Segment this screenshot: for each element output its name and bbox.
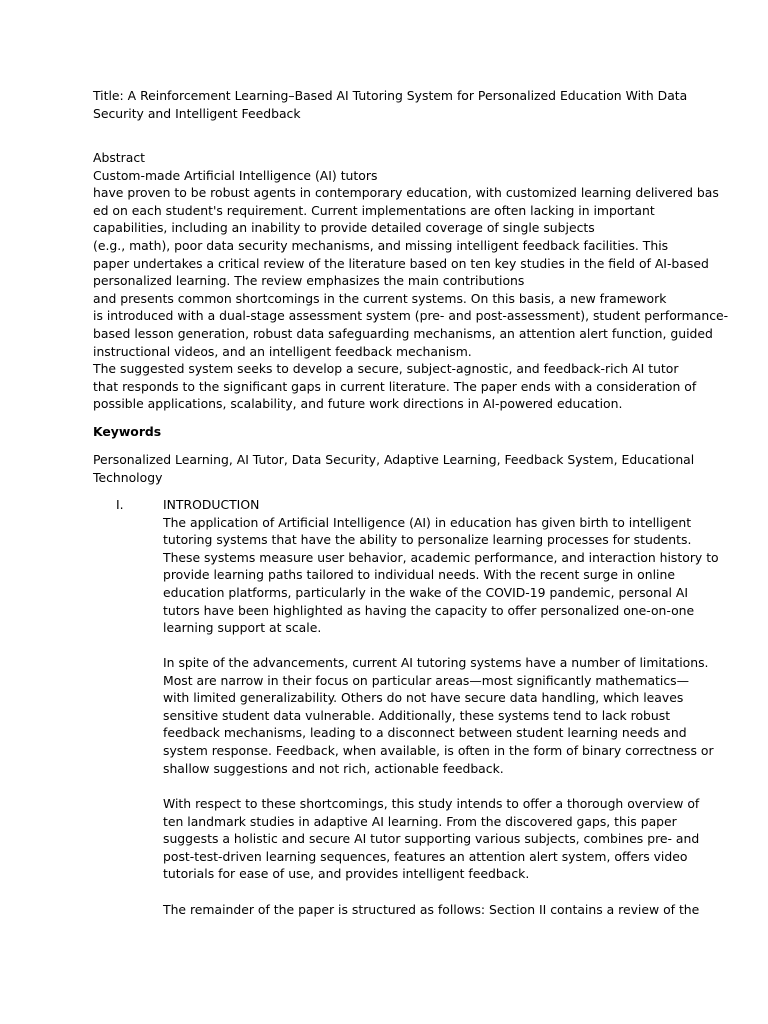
paragraph-line: post-test-driven learning sequences, features an attention alert system, offers video bbox=[163, 848, 688, 864]
paragraph-line: system response. Feedback, when available, is often in the form of binary correctness or bbox=[163, 742, 714, 758]
keywords-list bbox=[93, 451, 693, 486]
paragraph-line: education platforms, particularly in the wake of the COVID-19 pandemic, personal AI bbox=[163, 584, 689, 600]
abstract-line: (e.g., math), poor data security mechanisms, and missing intelligent feedback facilities. This bbox=[93, 237, 669, 253]
abstract-line: Custom-made Artificial Intelligence (AI) tutors bbox=[93, 167, 378, 183]
intro-paragraph-3 bbox=[163, 795, 700, 883]
intro-paragraph-4 bbox=[163, 901, 700, 919]
paragraph-line: learning support at scale. bbox=[163, 620, 322, 636]
abstract-line: have proven to be robust agents in contemporary education, with customized learning delivered bas bbox=[93, 185, 719, 201]
abstract-line: personalized learning. The review emphasizes the main contributions bbox=[93, 273, 525, 289]
title-line: Title: A Reinforcement Learning–Based AI Tutoring System for Personalized Education With Data bbox=[93, 88, 688, 103]
title-line: Security and Intelligent Feedback bbox=[93, 105, 301, 121]
abstract-line: paper undertakes a critical review of the literature based on ten key studies in the field of AI-based bbox=[93, 255, 709, 271]
abstract-line: based lesson generation, robust data safeguarding mechanisms, an attention alert function, guided bbox=[93, 325, 713, 341]
abstract-line: that responds to the significant gaps in current literature. The paper ends with a consideration of bbox=[93, 378, 697, 394]
paragraph-line: tutoring systems that have the ability to personalize learning processes for students. bbox=[163, 532, 692, 548]
paragraph-line: feedback mechanisms, leading to a disconnect between student learning needs and bbox=[163, 725, 687, 741]
abstract-line: and presents common shortcomings in the current systems. On this basis, a new framework bbox=[93, 290, 667, 306]
paragraph-line: shallow suggestions and not rich, actionable feedback. bbox=[163, 760, 504, 776]
paragraph-line: ten landmark studies in adaptive AI learning. From the discovered gaps, this paper bbox=[163, 813, 677, 829]
intro-paragraph-2 bbox=[163, 654, 714, 777]
keywords-heading: Keywords bbox=[93, 424, 162, 439]
keywords-line: Technology bbox=[93, 469, 163, 485]
paragraph-line: With respect to these shortcomings, this study intends to offer a thorough overview of bbox=[163, 796, 700, 811]
abstract-line: The suggested system seeks to develop a secure, subject-agnostic, and feedback-rich AI tutor bbox=[93, 361, 679, 377]
paragraph-line: sensitive student data vulnerable. Additionally, these systems tend to lack robust bbox=[163, 707, 671, 723]
abstract-section bbox=[93, 149, 729, 413]
abstract-line: is introduced with a dual-stage assessment system (pre- and post-assessment), student performance- bbox=[93, 308, 729, 324]
paragraph-line: tutorials for ease of use, and provides intelligent feedback. bbox=[163, 866, 530, 882]
introduction-section bbox=[163, 496, 719, 637]
abstract-line: possible applications, scalability, and future work directions in AI-powered education. bbox=[93, 396, 623, 412]
abstract-line: capabilities, including an inability to provide detailed coverage of single subjects bbox=[93, 220, 595, 236]
abstract-heading: Abstract bbox=[93, 150, 146, 165]
intro-paragraph-1 bbox=[163, 514, 719, 637]
paragraph-line: provide learning paths tailored to individual needs. With the recent surge in online bbox=[163, 567, 675, 583]
section-number: I. bbox=[116, 497, 124, 512]
abstract-line: instructional videos, and an intelligent feedback mechanism. bbox=[93, 343, 472, 359]
paragraph-line: Most are narrow in their focus on particular areas—most significantly mathematics— bbox=[163, 672, 689, 688]
paragraph-line: In spite of the advancements, current AI tutoring systems have a number of limitations. bbox=[163, 655, 709, 670]
paragraph-line: with limited generalizability. Others do not have secure data handling, which leaves bbox=[163, 690, 684, 706]
paragraph-line: tutors have been highlighted as having the capacity to offer personalized one-on-one bbox=[163, 602, 695, 618]
keywords-heading-block bbox=[93, 423, 693, 441]
paragraph-line: The application of Artificial Intelligence (AI) in education has given birth to intelligent bbox=[163, 514, 692, 530]
paragraph-line: These systems measure user behavior, academic performance, and interaction history to bbox=[163, 549, 719, 565]
paragraph-line: suggests a holistic and secure AI tutor supporting various subjects, combines pre- and bbox=[163, 831, 700, 847]
paragraph-line: The remainder of the paper is structured as follows: Section II contains a review of the bbox=[163, 902, 700, 917]
abstract-line: ed on each student's requirement. Current implementations are often lacking in important bbox=[93, 202, 655, 218]
paper-title bbox=[93, 87, 693, 122]
keywords-line: Personalized Learning, AI Tutor, Data Security, Adaptive Learning, Feedback System, Educational bbox=[93, 452, 695, 467]
section-heading: INTRODUCTION bbox=[163, 497, 260, 512]
